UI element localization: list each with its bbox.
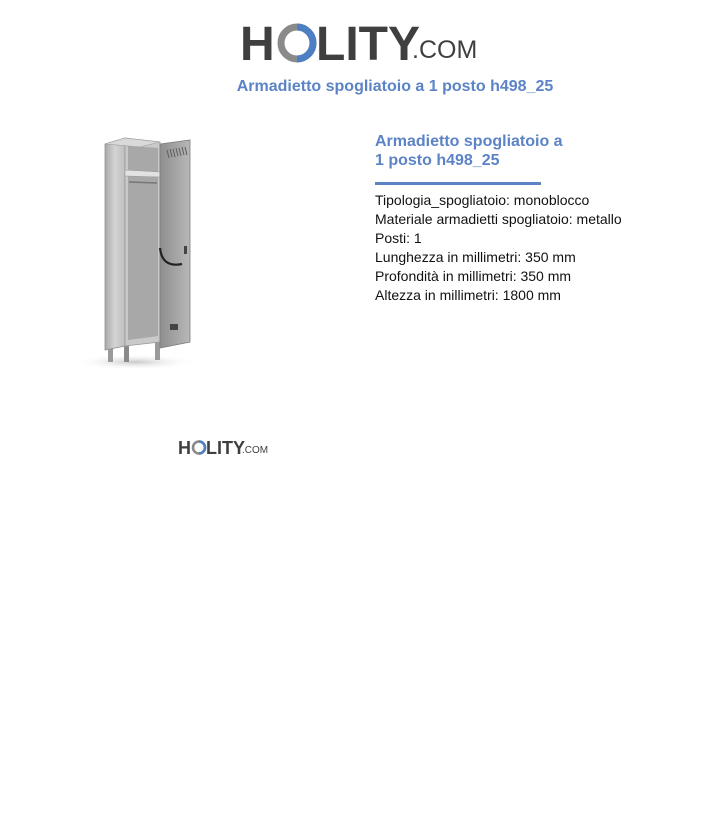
logo-suffix: .COM xyxy=(412,36,478,64)
logo-letter-h: H xyxy=(178,438,191,458)
logo-suffix: .COM xyxy=(242,445,269,456)
spec-item: Materiale armadietti spogliatoio: metallo xyxy=(375,211,622,227)
spec-item: Posti: 1 xyxy=(375,230,422,246)
page-title: Armadietto spogliatoio a 1 posto h498_25 xyxy=(236,78,554,95)
product-image xyxy=(70,130,210,380)
holity-logo-icon xyxy=(240,10,480,70)
product-name: Armadietto spogliatoio a 1 posto h498_25 xyxy=(375,133,563,169)
spec-item: Lunghezza in millimetri: 350 mm xyxy=(375,249,576,265)
spec-item: Tipologia_spogliatoio: monoblocco xyxy=(375,192,590,208)
spec-item: Altezza in millimetri: 1800 mm xyxy=(375,287,561,303)
logo-word: LITY xyxy=(206,438,245,458)
brand-logo-small xyxy=(178,435,274,459)
logo-ring-icon xyxy=(193,442,205,454)
spec-item: Profondità in millimetri: 350 mm xyxy=(375,268,572,284)
title-divider xyxy=(375,182,541,185)
holity-logo-small-icon xyxy=(178,435,274,459)
locker-icon xyxy=(70,130,210,380)
logo-word: LITY xyxy=(316,18,420,70)
logo-ring-icon xyxy=(281,27,313,59)
brand-logo xyxy=(240,10,480,70)
product-details xyxy=(375,132,695,305)
spec-list xyxy=(375,191,695,305)
logo-letter-h: H xyxy=(240,18,275,70)
